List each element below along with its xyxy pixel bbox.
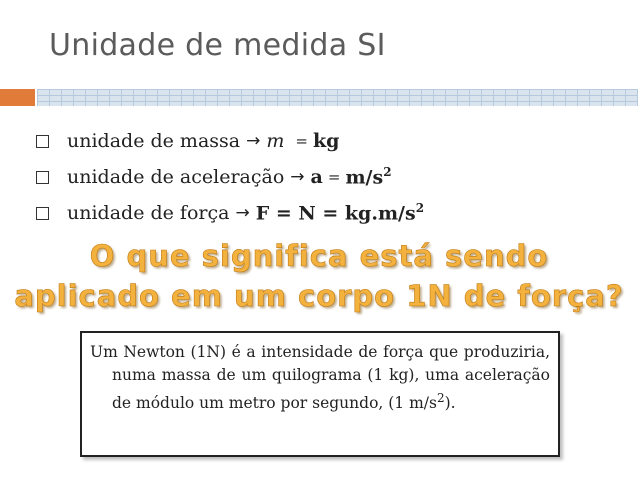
mass-unit: kg [312,130,340,152]
arrow-icon: → [235,203,250,223]
question-line-1: O que significa está sendo [89,239,549,273]
acceleration-unit-base: m/s [345,166,384,189]
definition-exponent: 2 [436,391,445,405]
bullet-force [36,196,424,230]
question-heading [0,236,638,316]
arrow-icon: → [246,131,261,151]
bullet-list [36,124,424,232]
square-bullet-icon [36,207,49,220]
equals-sign: = [295,132,308,150]
bullet-mass [36,124,424,158]
question-line-2: aplicado em um corpo 1N de força? [14,279,624,313]
definition-box [80,331,560,457]
slide-title: Unidade de medida SI [49,28,386,63]
arrow-icon: → [290,167,305,187]
bullet-label: unidade de massa [67,130,241,152]
mass-symbol: m [266,130,285,152]
force-formula-base: F = N = kg.m/s [255,202,416,225]
bullet-label: unidade de força [67,202,230,224]
acceleration-unit [345,165,391,188]
bullet-label: unidade de aceleração [67,166,285,188]
title-accent-bar [0,89,35,106]
bullet-acceleration [36,160,424,194]
definition-text [90,341,550,415]
definition-tail: ). [444,394,456,413]
title-underline-band [37,89,638,106]
force-formula-exponent: 2 [415,201,425,216]
equals-sign: = [327,168,341,186]
square-bullet-icon [36,135,49,148]
definition-body: Um Newton (1N) é a intensidade de força que produziria, numa massa de um quilograma (1 kg), uma aceleração de módulo um metro por segundo, (1 m/s [90,343,550,413]
force-formula [256,201,424,224]
acceleration-unit-exponent: 2 [383,165,392,180]
acceleration-symbol: a [310,166,323,188]
square-bullet-icon [36,171,49,184]
